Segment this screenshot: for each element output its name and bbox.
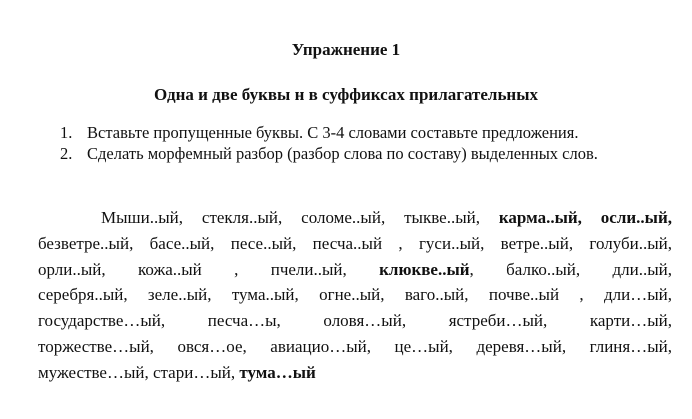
task-text: Вставьте пропущенные буквы. С 3-4 словами составьте предложения.: [87, 123, 579, 142]
word-line: [38, 231, 672, 257]
highlighted-words: карма..ый, осли..ый,: [498, 208, 672, 227]
highlighted-words: тума…ый: [239, 362, 316, 382]
word-text: , балко..ый, дли..ый,: [469, 259, 672, 279]
exercise-title: Упражнение 1: [291, 40, 401, 59]
word-text: торжестве…ый, овся…ое, авиацио…ый, це…ый, деревя…ый, глиня…ый,: [38, 336, 672, 356]
highlighted-words: клюкве..ый: [379, 259, 470, 279]
task-number: 2.: [60, 144, 73, 163]
word-text: государстве…ый, песча…ы, оловя…ый, ястреби…ый, карти…ый,: [38, 311, 672, 331]
word-text: серебря..ый, зеле..ый, тума..ый, огне..ый, ваго..ый, почве..ый , дли…ый,: [38, 285, 672, 305]
word-text: орли..ый, кожа..ый , пчели..ый,: [38, 259, 380, 279]
word-line: [38, 308, 672, 334]
task-text: Сделать морфемный разбор (разбор слова по составу) выделенных слов.: [87, 144, 598, 163]
word-line: [38, 205, 672, 231]
word-list: [38, 205, 672, 386]
task-list: [60, 122, 660, 164]
word-text: мужестве…ый, стари…ый,: [38, 362, 240, 382]
task-item: [60, 143, 660, 164]
word-text: Мыши..ый, стекля..ый, соломе..ый, тыкве..ый,: [101, 208, 499, 227]
task-number: 1.: [60, 123, 73, 142]
word-text: безветре..ый, басе..ый, песе..ый, песча..ый , гуси..ый, ветре..ый, голуби..ый,: [38, 233, 672, 253]
task-item: [60, 122, 660, 143]
word-line: [38, 257, 672, 283]
exercise-subtitle: Одна и две буквы н в суффиксах прилагательных: [153, 85, 539, 104]
word-line: [38, 334, 672, 360]
word-line: [38, 360, 672, 386]
word-line: [38, 282, 672, 308]
